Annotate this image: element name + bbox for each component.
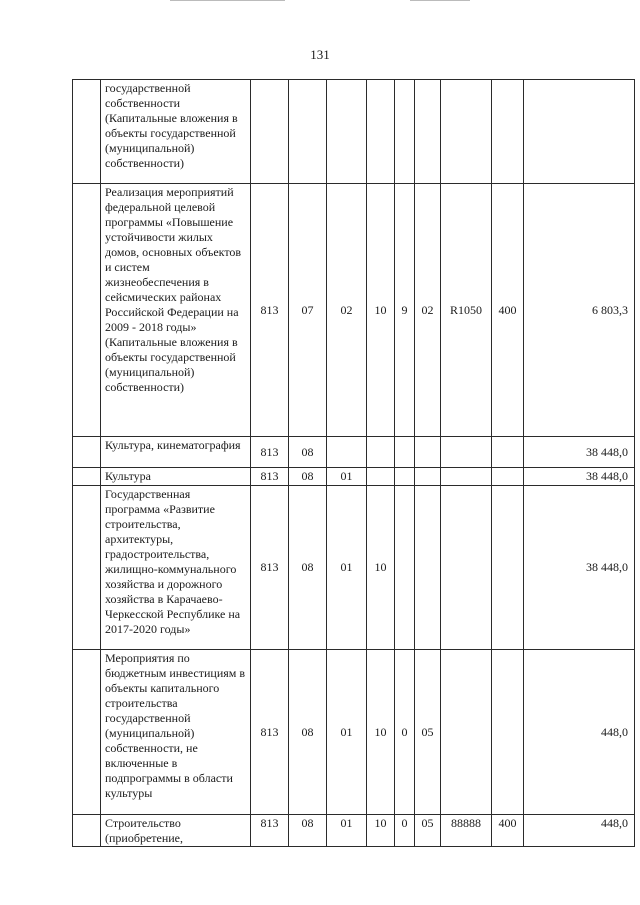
subsection-code: 01 bbox=[327, 815, 367, 847]
section-code: 08 bbox=[289, 486, 327, 650]
ministry-code: 813 bbox=[251, 437, 289, 468]
target-code: 88888 bbox=[441, 815, 492, 847]
ministry-code: 813 bbox=[251, 486, 289, 650]
page-number: 131 bbox=[310, 47, 330, 62]
expense-type-code: 400 bbox=[492, 815, 524, 847]
amount: 6 803,3 bbox=[524, 184, 635, 437]
direction-code: 05 bbox=[415, 650, 441, 815]
row-index-cell bbox=[73, 486, 101, 650]
ministry-code: 813 bbox=[251, 650, 289, 815]
ministry-code: 813 bbox=[251, 815, 289, 847]
amount bbox=[524, 80, 635, 184]
target-code bbox=[441, 486, 492, 650]
section-code: 08 bbox=[289, 815, 327, 847]
table-row bbox=[73, 815, 635, 847]
amount: 38 448,0 bbox=[524, 486, 635, 650]
direction-code bbox=[415, 468, 441, 486]
amount: 448,0 bbox=[524, 650, 635, 815]
subsection-code: 01 bbox=[327, 486, 367, 650]
row-name: государственной собственности (Капитальные вложения в объекты государственной (муниципальной) собственности) bbox=[101, 80, 251, 184]
amount: 38 448,0 bbox=[524, 468, 635, 486]
row-name: Культура bbox=[101, 468, 251, 486]
direction-code bbox=[415, 437, 441, 468]
expense-type-code bbox=[492, 468, 524, 486]
subsection-code: 01 bbox=[327, 650, 367, 815]
direction-code bbox=[415, 80, 441, 184]
target-code bbox=[441, 650, 492, 815]
subprogram-code: 0 bbox=[395, 650, 415, 815]
expense-type-code bbox=[492, 437, 524, 468]
target-code bbox=[441, 80, 492, 184]
amount: 448,0 bbox=[524, 815, 635, 847]
table-row bbox=[73, 80, 635, 184]
direction-code: 05 bbox=[415, 815, 441, 847]
ministry-code: 813 bbox=[251, 184, 289, 437]
row-name: Реализация мероприятий федеральной целевой программы «Повышение устойчивости жилых домов, основных объектов и систем жизнеобеспечения в сейсмических районах Российской Федерации на 2009 - 2018 годы» (Капитальные вложения в объекты государственной (муниципальной) собственности) bbox=[101, 184, 251, 437]
direction-code: 02 bbox=[415, 184, 441, 437]
expense-type-code bbox=[492, 486, 524, 650]
program-code bbox=[367, 80, 395, 184]
row-index-cell bbox=[73, 437, 101, 468]
table-row bbox=[73, 184, 635, 437]
budget-table bbox=[72, 79, 635, 847]
row-name: Государственная программа «Развитие строительства, архитектуры, градостроительства, жилищно-коммунального хозяйства и дорожного хозяйства в Карачаево-Черкесской Республике на 2017-2020 годы» bbox=[101, 486, 251, 650]
row-index-cell bbox=[73, 468, 101, 486]
section-code: 08 bbox=[289, 437, 327, 468]
scan-artifact-line bbox=[410, 0, 470, 1]
ministry-code bbox=[251, 80, 289, 184]
table-row bbox=[73, 437, 635, 468]
program-code: 10 bbox=[367, 184, 395, 437]
subprogram-code bbox=[395, 437, 415, 468]
row-index-cell bbox=[73, 184, 101, 437]
subprogram-code bbox=[395, 486, 415, 650]
table-row bbox=[73, 486, 635, 650]
target-code bbox=[441, 437, 492, 468]
section-code: 08 bbox=[289, 468, 327, 486]
program-code: 10 bbox=[367, 486, 395, 650]
row-index-cell bbox=[73, 815, 101, 847]
target-code bbox=[441, 468, 492, 486]
direction-code bbox=[415, 486, 441, 650]
table-row bbox=[73, 468, 635, 486]
subsection-code: 01 bbox=[327, 468, 367, 486]
expense-type-code: 400 bbox=[492, 184, 524, 437]
subsection-code: 02 bbox=[327, 184, 367, 437]
subsection-code bbox=[327, 80, 367, 184]
ministry-code: 813 bbox=[251, 468, 289, 486]
scan-artifact-line bbox=[170, 0, 285, 1]
row-name: Культура, кинематография bbox=[101, 437, 251, 468]
program-code bbox=[367, 468, 395, 486]
subprogram-code bbox=[395, 468, 415, 486]
section-code: 08 bbox=[289, 650, 327, 815]
amount: 38 448,0 bbox=[524, 437, 635, 468]
expense-type-code bbox=[492, 650, 524, 815]
program-code bbox=[367, 437, 395, 468]
program-code: 10 bbox=[367, 815, 395, 847]
row-name: Строительство (приобретение, bbox=[101, 815, 251, 847]
section-code bbox=[289, 80, 327, 184]
subsection-code bbox=[327, 437, 367, 468]
expense-type-code bbox=[492, 80, 524, 184]
subprogram-code: 9 bbox=[395, 184, 415, 437]
row-index-cell bbox=[73, 80, 101, 184]
row-name: Мероприятия по бюджетным инвестициям в объекты капитального строительства государственной (муниципальной) собственности, не включенные в подпрограммы в области культуры bbox=[101, 650, 251, 815]
program-code: 10 bbox=[367, 650, 395, 815]
section-code: 07 bbox=[289, 184, 327, 437]
target-code: R1050 bbox=[441, 184, 492, 437]
subprogram-code: 0 bbox=[395, 815, 415, 847]
table-row bbox=[73, 650, 635, 815]
subprogram-code bbox=[395, 80, 415, 184]
row-index-cell bbox=[73, 650, 101, 815]
